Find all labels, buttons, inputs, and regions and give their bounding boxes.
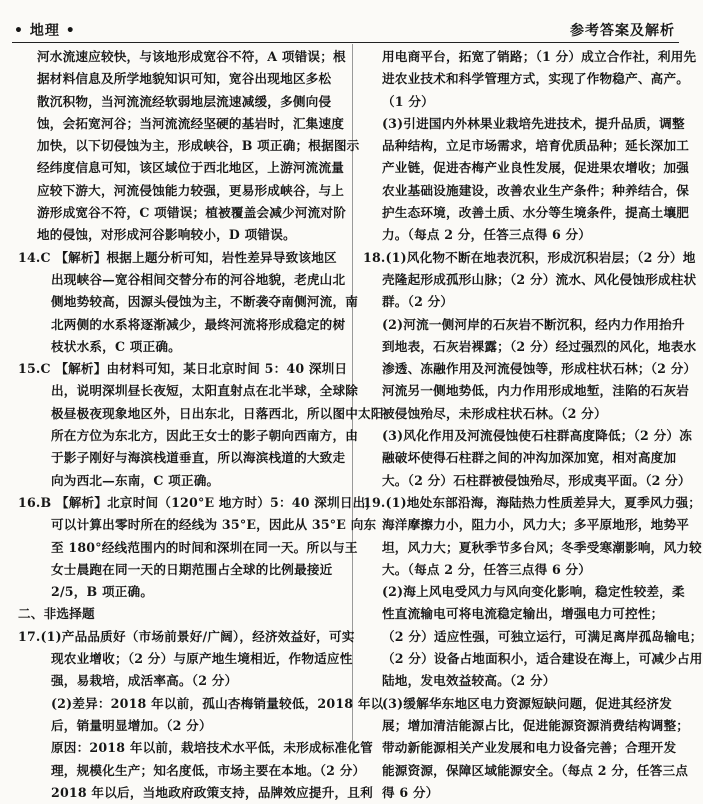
text-line: (3)风化作用及河流侵蚀使石柱群高度降低；（2 分）冻	[382, 428, 692, 444]
text-line: 加快，以下切侵蚀为主，形成峡谷，B 项正确；根据图示	[37, 138, 360, 154]
text-line: 应较下游大，河流侵蚀能力较强，更易形成峡谷，与上	[37, 182, 345, 198]
text-line: （2 分）设备占地面积小，适合建设在海上，可减少占用	[382, 651, 703, 667]
text-line: 出，说明深圳昼长夜短，太阳直射点在北半球，全球除	[51, 383, 359, 399]
header-divider	[12, 42, 679, 43]
left-column	[18, 46, 384, 804]
text-line: 壳隆起形成孤形山脉；（2 分）流水、风化侵蚀形成柱状	[382, 271, 697, 287]
text-line: 16.B 【解析】北京时间（120°E 地方时）5：40 深圳日出，	[18, 494, 379, 510]
text-line: 理，规模化生产；知名度低，市场主要在本地。（2 分）	[51, 762, 366, 778]
text-line: 原因：2018 年以前，栽培技术水平低，未形成标准化管	[51, 740, 373, 756]
text-line: 强，易栽培，成活率高。（2 分）	[51, 673, 238, 689]
text-line: 据材料信息及所学地貌知识可知，宽谷出现地区多松	[37, 71, 332, 87]
text-line: 进农业技术和科学管理方式，实现了作物稳产、高产。	[382, 71, 690, 87]
text-line: 至 180°经线范围内的时间和深圳在同一天。所以与王	[51, 539, 358, 555]
text-line: 14.C 【解析】根据上题分析可知，岩性差异导致该地区	[18, 249, 337, 265]
text-line: 散沉积物，当河流流经软弱地层流速减缓，多侧向侵	[37, 93, 332, 109]
text-line: 融破坏使得石柱群之间的冲沟加深加宽，相对高度加	[382, 450, 677, 466]
text-line: 17.(1)产品品质好（市场前景好/广阔），经济效益好，可实	[18, 628, 355, 644]
text-line: 农业基础设施建设，改善农业生产条件；种养结合，保	[382, 182, 690, 198]
text-line: 群。（2 分）	[382, 294, 454, 310]
text-line: 蚀，会拓宽河谷；当河流流经坚硬的基岩时，汇集速度	[37, 115, 345, 131]
section-heading: 二、非选择题	[18, 606, 95, 622]
text-line: 渗透、冻融作用及河流侵蚀等，形成柱状石林；（2 分）	[382, 361, 697, 377]
text-line: 侧地势较高，因源头侵蚀为主，不断袭夺南侧河流，南	[51, 294, 359, 310]
text-line: 向为西北—东南，C 项正确。	[51, 472, 220, 488]
text-line: 护生态环境，改善土质、水分等生境条件，提高土壤肥	[382, 205, 690, 221]
text-line: 游形成宽谷不符，C 项错误；植被覆盖会减少河流对阶	[37, 205, 347, 221]
text-line: 得 6 分）	[382, 784, 439, 800]
text-line: 北两侧的水系将逐渐减少，最终河流将形成稳定的树	[51, 316, 346, 332]
text-line: (3)缓解华东地区电力资源短缺问题，促进其经济发	[382, 695, 672, 711]
text-line: 力。（每点 2 分，任答三点得 6 分）	[382, 227, 592, 243]
text-line: 用电商平台，拓宽了销路；（1 分）成立合作社，利用先	[382, 49, 697, 64]
text-line: 被侵蚀殆尽，未形成柱状石林。（2 分）	[382, 405, 607, 421]
text-line: 性直流输电可将电流稳定输出，增强电力可控性；	[382, 606, 664, 622]
text-line: 带动新能源相关产业发展和电力设备完善；合理开发	[382, 740, 677, 756]
text-line: (3)引进国内外林果业栽培先进技术，提升品质，调整	[382, 115, 685, 131]
text-line: (2)差异：2018 年以前，孤山杏梅销量较低，2018 年以	[51, 695, 384, 711]
text-line: 到地表，石灰岩裸露；（2 分）经过强烈的风化，地表水	[382, 338, 697, 354]
text-line: 经纬度信息可知，该区域位于西北地区，上游河流流量	[37, 160, 345, 176]
text-line: 产业链，促进杏梅产业良性发展，促进果农增收；加强	[382, 160, 690, 176]
subject-header: • 地理 •	[14, 23, 76, 39]
text-line: 河水流速应较快，与该地形成宽谷不符，A 项错误；根	[37, 49, 346, 64]
text-line: 展；增加清洁能源占比，促进能源资源消费结构调整；	[382, 717, 690, 733]
text-line: 可以计算出零时所在的经线为 35°E，因此从 35°E 向东	[51, 517, 377, 533]
text-line: 能源资源，保障区域能源安全。（每点 2 分，任答三点	[382, 762, 689, 778]
text-line: 大。（2 分）石柱群被侵蚀殆尽，形成夷平面。（2 分）	[382, 472, 691, 488]
text-line: 19.(1)地处东部沿海，海陆热力性质差异大，夏季风力强；	[363, 494, 702, 510]
text-line: 大。（每点 2 分，任答三点得 6 分）	[382, 561, 592, 577]
text-line: 品种结构，立足市场需求，培育优质品种；延长深加工	[382, 138, 690, 154]
text-line: 所在方位为东北方，因此王女士的影子朝向西南方，由	[51, 428, 359, 444]
text-line: 坦，风力大；夏秋季节多台风；冬季受寒潮影响，风力较	[382, 539, 702, 555]
text-line: 地的侵蚀，对形成河谷影响较小，D 项错误。	[37, 227, 296, 243]
text-line: 出现峡谷—宽谷相间交替分布的河谷地貌，老虎山北	[51, 271, 346, 287]
text-line: 现农业增收；（2 分）与原产地生境相近，作物适应性	[51, 651, 353, 667]
text-line: （1 分）	[382, 93, 434, 109]
answers-header: 参考答案及解析	[570, 23, 675, 39]
text-line: 河流另一侧地势低，内力作用形成地堑，洼陷的石灰岩	[382, 383, 690, 399]
text-line: 枝状水系，C 项正确。	[51, 338, 181, 354]
text-line: 后，销量明显增加。（2 分）	[51, 717, 212, 733]
text-line: 于影子刚好与海滨栈道垂直，所以海滨栈道的大致走	[51, 450, 346, 466]
text-line: （2 分）适应性强，可独立运行，可满足离岸孤岛输电；	[382, 628, 703, 644]
text-line: (2)河流一侧河岸的石灰岩不断沉积，经内力作用抬升	[382, 316, 685, 332]
text-line: 极昼极夜现象地区外，日出东北，日落西北，所以图中太阳	[51, 405, 384, 421]
text-line: 女士晨跑在同一天的日期范围占全球的比例最接近	[51, 561, 333, 577]
text-line: 陆地，发电效益较高。（2 分）	[382, 673, 556, 689]
text-line: 2018 年以后，当地政府政策支持，品牌效应提升，且利	[51, 784, 373, 800]
text-line: 海洋摩擦力小，阻力小，风力大；多平原地形，地势平	[382, 517, 690, 533]
right-column	[363, 46, 703, 804]
text-line: 2/5，B 项正确。	[51, 584, 154, 600]
text-line: 15.C 【解析】由材料可知，某日北京时间 5：40 深圳日	[18, 361, 348, 377]
text-line: (2)海上风电受风力与风向变化影响，稳定性较差，柔	[382, 584, 685, 600]
text-line: 18.(1)风化物不断在地表沉积，形成沉积岩层；（2 分）地	[363, 249, 696, 265]
